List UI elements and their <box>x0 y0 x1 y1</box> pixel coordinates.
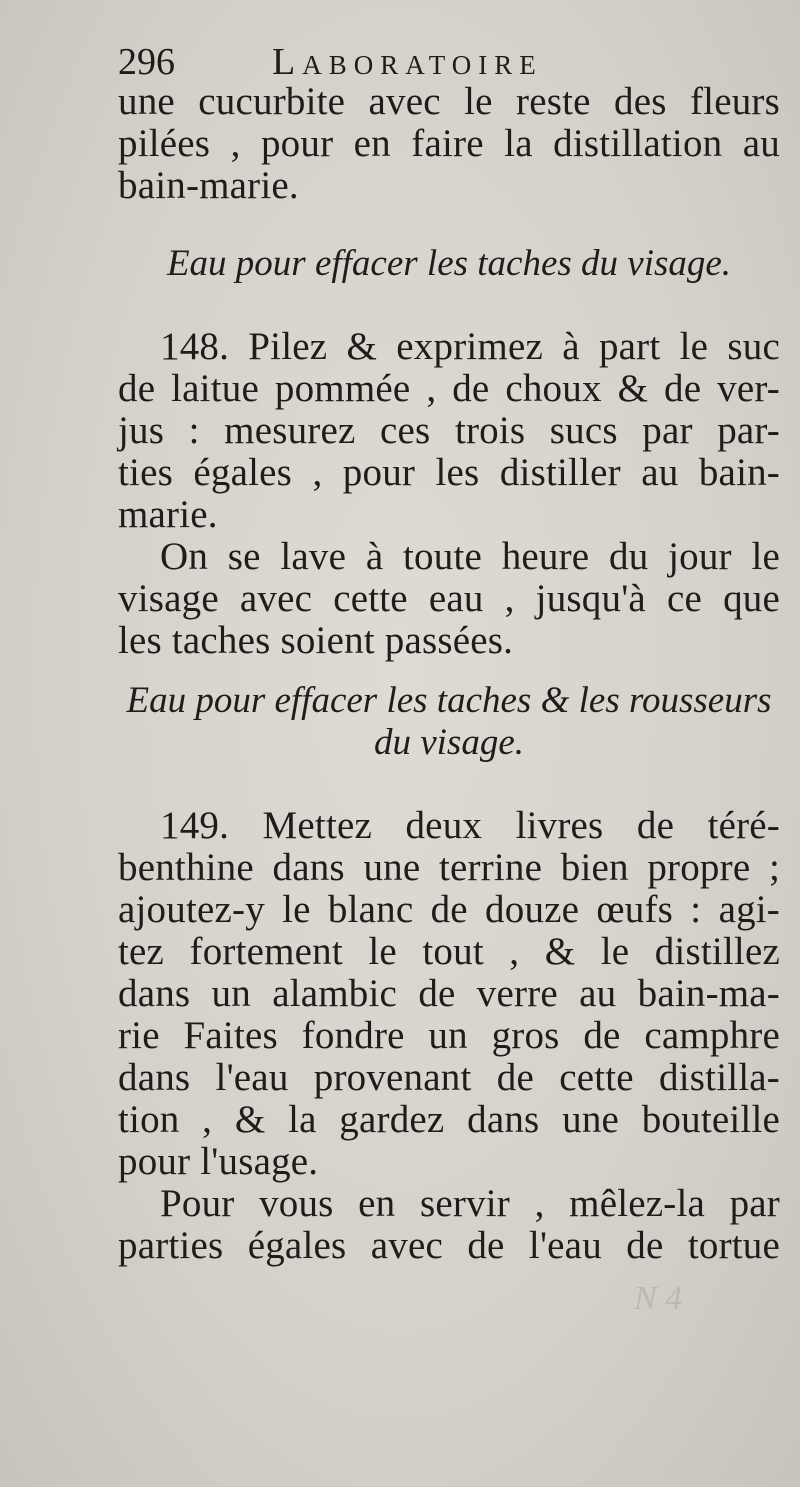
text-line: visage avec cette eau , jusqu'à ce que <box>118 577 780 620</box>
text-line: rie Faites fondre un gros de camphre <box>118 1014 780 1057</box>
text-line: les taches soient passées. <box>118 619 514 662</box>
text-line: tez fortement le tout , & le distillez <box>118 930 780 973</box>
section-heading: Eau pour effacer les taches du visage. <box>166 243 732 284</box>
section-heading: Eau pour effacer les taches & les rousseurs <box>126 680 772 721</box>
running-title: Laboratoire <box>272 41 543 83</box>
text-line: dans l'eau provenant de cette distilla- <box>118 1056 780 1099</box>
section-heading: du visage. <box>373 722 525 763</box>
text-line: ties égales , pour les distiller au bain- <box>118 451 780 494</box>
text-line: benthine dans une terrine bien propre ; <box>118 846 780 889</box>
text-line: bain-marie. <box>118 164 299 207</box>
text-line: jus : mesurez ces trois sucs par par- <box>118 409 780 452</box>
text-line: On se lave à toute heure du jour le <box>160 535 780 578</box>
text-line: 149. Mettez deux livres de téré- <box>160 804 780 847</box>
text-line: 148. Pilez & exprimez à part le suc <box>160 325 780 368</box>
text-line: Pour vous en servir , mêlez-la par <box>160 1182 780 1225</box>
page-number: 296 <box>118 41 175 83</box>
text-line: marie. <box>118 493 218 536</box>
text-line: tion , & la gardez dans une bouteille <box>118 1098 780 1141</box>
text-line: pour l'usage. <box>118 1140 319 1183</box>
text-line: ajoutez-y le blanc de douze œufs : agi- <box>118 888 780 931</box>
text-line: parties égales avec de l'eau de tortue <box>118 1224 780 1267</box>
text-line: une cucurbite avec le reste des fleurs <box>118 80 780 123</box>
signature-mark: N 4 <box>634 1280 683 1317</box>
text-line: pilées , pour en faire la distillation au <box>118 122 780 165</box>
text-line: de laitue pommée , de choux & de ver- <box>118 367 780 410</box>
text-line: dans un alambic de verre au bain-ma- <box>118 972 780 1015</box>
